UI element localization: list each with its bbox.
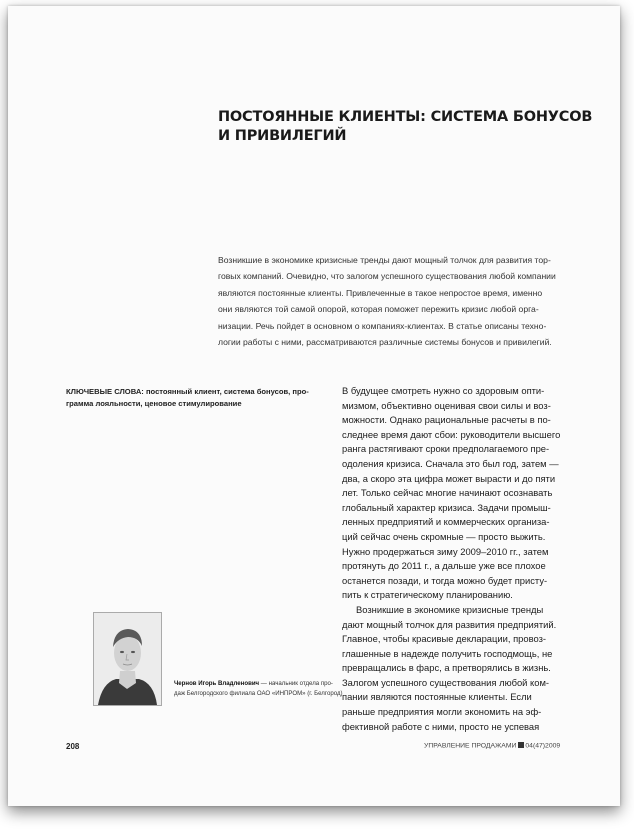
keywords-line: КЛЮЧЕВЫЕ СЛОВА: постоянный клиент, система бонусов, про- [66,387,309,396]
body-line: ленных предприятий и коммерческих организа- [342,516,550,528]
body-line: два, а скоро эта цифра может вырасти и до пяти [342,472,556,484]
body-line: одоления кризиса. Сначала это был год, затем — [342,457,559,469]
article-title-line: ПОСТОЯННЫЕ КЛИЕНТЫ: СИСТЕМА БОНУСОВ [218,109,593,125]
page-number: 208 [66,742,80,751]
lead-line: логии работы с ними, рассматриваются различные системы бонусов и привилегий. [218,337,552,348]
magazine-page [8,6,620,806]
body-line: пании являются постоянные клиенты. Если [342,691,532,703]
author-name: Чернов Игорь Владленович [174,680,260,687]
body-line: мизмом, объективно оценивая свои силы и воз- [342,399,551,411]
body-line: можности. Однако рациональные расчеты в по- [342,414,551,426]
square-bullet-icon [518,742,524,748]
article-title-line: И ПРИВИЛЕГИЙ [218,128,347,144]
author-photo [93,612,162,706]
keywords-block [66,386,328,409]
lead-line: низации. Речь пойдет в основном о компаниях-клиентах. В статье описаны техно- [218,320,547,331]
body-line: Залогом успешного существования любой ком- [342,676,550,688]
issue-number: 04(47)2009 [525,742,561,750]
body-line: лет. Только сейчас многие начинают осознавать [342,487,553,499]
article-title [218,108,593,146]
body-line: следнее время дают сбои: руководители высшего [342,428,561,440]
body-line: глобальный характер кризиса. Задачи промыш- [342,501,551,513]
body-line: пить к стратегическому планированию. [342,589,513,601]
body-line: Нужно продержаться зиму 2009–2010 гг., затем [342,545,549,557]
lead-line: Возникшие в экономике кризисные тренды дают мощный толчок для развития тор- [218,255,551,265]
author-portrait-icon [94,613,161,705]
article-lead [218,252,590,350]
body-line: превращались в фарс, а претворялись в жизнь. [342,662,551,674]
lead-line: они являются той самой опорой, которая поможет пережить кризис любой орга- [218,304,539,315]
body-line: Возникшие в экономике кризисные тренды [356,603,544,615]
author-caption-line: даж Белгородского филиала ОАО «ИНПРОМ» (г. Белгород) [174,689,343,697]
journal-name: УПРАВЛЕНИЕ ПРОДАЖАМИ [424,742,517,750]
body-line: раньше предприятия могли экономить на эф- [342,706,542,718]
body-line: останется позади, и тогда можно будет присту- [342,574,548,586]
body-line: ранга растягивают сроки предполагаемого пре- [342,443,550,455]
article-body [342,384,592,734]
journal-footer [424,742,560,750]
author-caption [174,679,343,698]
lead-line: являются постоянные клиенты. Привлеченные в такое непростое время, именно [218,287,543,298]
body-line: фективной работе с ними, просто не успевая [342,720,540,732]
body-line: глашенные в надежде получить господмощь, не [342,647,553,659]
keywords-line: грамма лояльности, ценовое стимулирование [66,398,242,408]
body-line: протянуть до 2011 г., а дальше уже все плохое [342,560,546,572]
body-line: ций сейчас очень скромные — просто выжить. [342,530,546,542]
body-line: Главное, чтобы красивые декларации, провоз- [342,633,546,645]
body-line: дают мощный толчок для развития предприятий. [342,618,557,630]
author-caption-line [174,679,339,689]
lead-line: говых компаний. Очевидно, что залогом успешного существования любой компании [218,271,556,282]
body-line: В будущее смотреть нужно со здоровым опти- [342,385,545,396]
author-position: — начальник отдела про- [259,680,333,687]
